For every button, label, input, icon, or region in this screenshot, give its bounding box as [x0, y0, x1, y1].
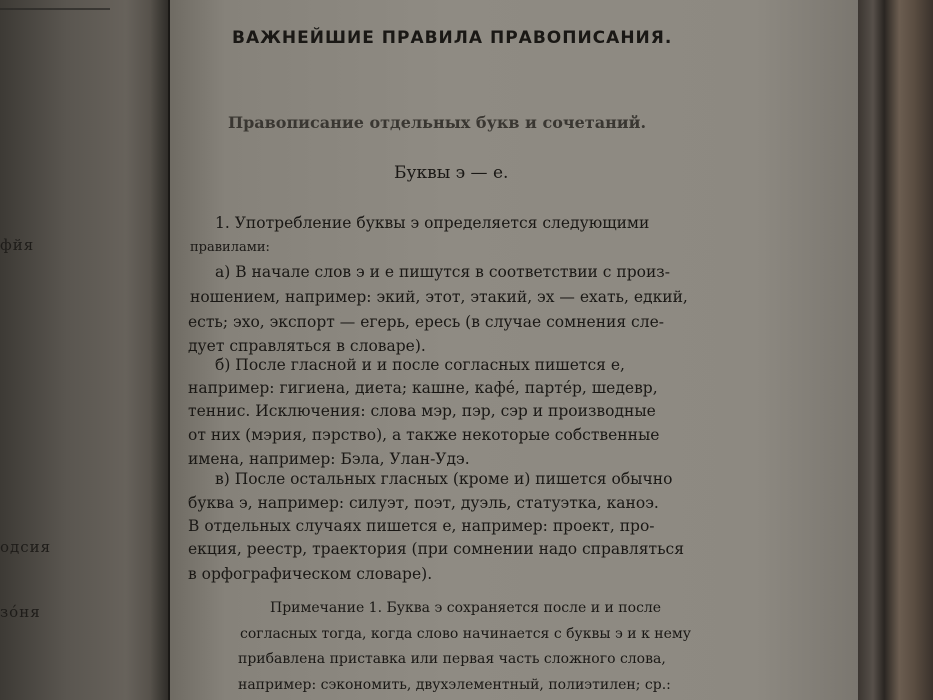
left-fragment-3: зóня: [0, 603, 41, 621]
note-line: согласных тогда, когда слово начинается с буквы э и к нему: [240, 626, 692, 642]
body-line: екция, реестр, траектория (при сомнении надо справляться: [188, 540, 684, 558]
body-line: в) После остальных гласных (кроме и) пишется обычно: [215, 470, 673, 488]
body-line: ношением, например: экий, этот, этакий, эх — ехать, едкий,: [190, 288, 688, 306]
body-line: имена, например: Бэла, Улан-Удэ.: [188, 450, 470, 468]
body-line: есть; эхо, экспорт — егерь, ересь (в случае сомнения сле-: [188, 313, 664, 331]
page-edges: [858, 0, 933, 700]
body-line: 1. Употребление буквы э определяется следующими: [215, 214, 650, 232]
left-page: [0, 0, 168, 700]
left-fragment-2: одсия: [0, 538, 52, 556]
body-line: в орфографическом словаре).: [188, 565, 433, 583]
body-line: б) После гласной и и после согласных пишется е,: [215, 356, 625, 374]
body-line: а) В начале слов э и е пишутся в соответствии с произ-: [215, 263, 671, 281]
body-line: теннис. Исключения: слова мэр, пэр, сэр и производные: [188, 402, 656, 420]
right-page: [170, 0, 860, 700]
letters-heading: Буквы э — е.: [394, 163, 509, 183]
body-line: буква э, например: силуэт, поэт, дуэль, статуэтка, каноэ.: [188, 494, 659, 512]
body-line: правилами:: [190, 240, 270, 255]
body-line: например: гигиена, диета; кашне, кафé, партéр, шедевр,: [188, 379, 658, 397]
left-fragment-1: фйя: [0, 236, 35, 254]
body-line: от них (мэрия, пэрство), а также некоторые собственные: [188, 426, 660, 444]
body-line: В отдельных случаях пишется е, например: проект, про-: [188, 517, 655, 535]
note-line: прибавлена приставка или первая часть сложного слова,: [238, 651, 666, 667]
note-line: например: сэкономить, двухэлементный, полиэтилен; ср.:: [238, 677, 671, 693]
sub-heading: Правописание отдельных букв и сочетаний.: [228, 113, 647, 132]
main-heading: ВАЖНЕЙШИЕ ПРАВИЛА ПРАВОПИСАНИЯ.: [232, 28, 673, 48]
note-line: Примечание 1. Буква э сохраняется после и и после: [270, 600, 662, 616]
body-line: дует справляться в словаре).: [188, 337, 426, 355]
left-page-rule: [0, 8, 110, 10]
